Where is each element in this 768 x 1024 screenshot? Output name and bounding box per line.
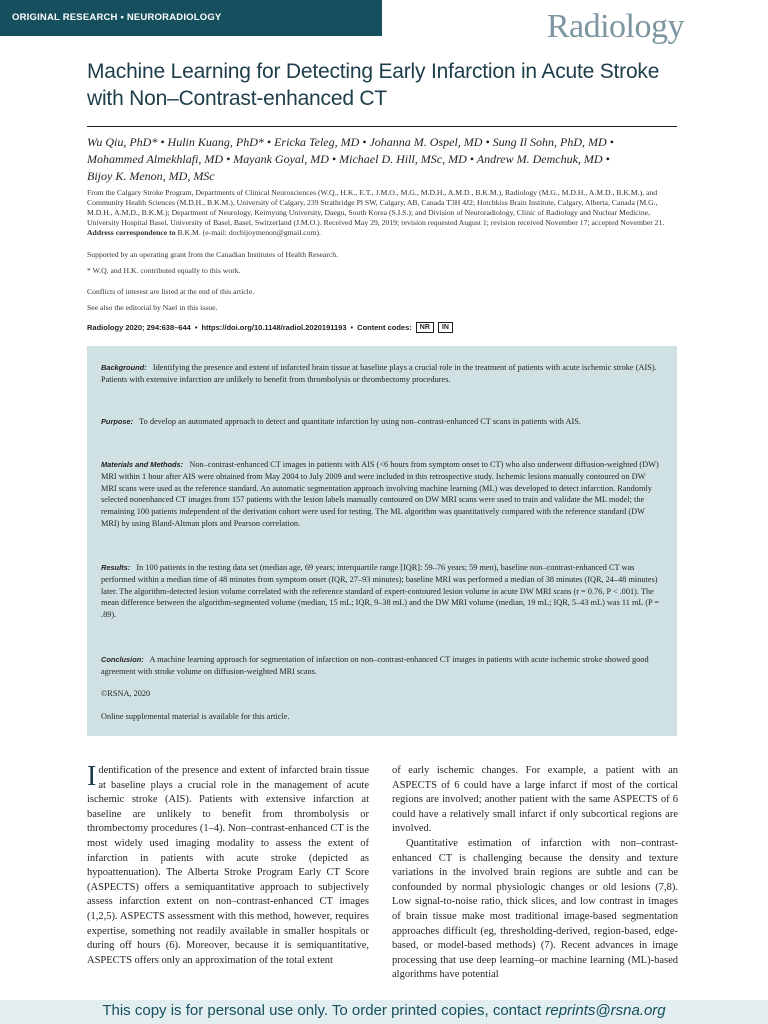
equal-contribution-note: * W.Q. and H.K. contributed equally to this work. — [87, 266, 241, 275]
title-divider — [87, 126, 677, 127]
abstract-text: Non–contrast-enhanced CT images in patients with AIS (<6 hours from symptom onset to CT) who also underwent diffusion-weighted (DW) MRI within 1 hour after AIS were obtained from May 2004 to July 2009 and were included in this retrospective study. Ischemic lesions manually contoured on DW MRI scans were used as the reference standard. An automatic segmentation approach involving machine learning (ML) was developed to detect infarction. Randomly selected nonenhanced CT images from 157 patients with the lesion labels manually contoured on DW MRI scans were used to train and validate the ML model; the remaining 100 patients independent of the derivation cohort were used for testing. The ML algorithm was quantitatively compared with the reference standard (DW MRI) by using Bland-Altman plots and Pearson correlation. — [101, 460, 659, 528]
copyright: ©RSNA, 2020 — [101, 689, 151, 698]
body-paragraph: dentification of the presence and extent of infarcted brain tissue at baseline plays a crucial role in the management of acute ischemic stroke (AIS). Patients with extensive infarction at baseline are unlikely to benefit from thrombolysis or thrombectomy procedures (1–4). Non–contrast-enhanced CT is the most widely used imaging modality to assess the extent of infarction in patients with acute stroke (depicted as hypoattenuation). The Alberta Stroke Program Early CT Score (ASPECTS) offers a semiquantitative approach to subjectively assess infarction extent on non–contrast-enhanced CT images (1,2,5). ASPECTS assessment with this method, however, requires expertise, something not readily available in smaller hospitals or during off hours (6). Moreover, because it is semiquantitative, ASPECTS offers only an approximation of the total extent — [87, 765, 369, 966]
body-column-right — [392, 764, 678, 983]
abstract-text: To develop an automated approach to detect and quantitate infarction by using non–contrast-enhanced CT scans in patients with AIS. — [139, 417, 581, 426]
affiliation-text: From the Calgary Stroke Program, Departments of Clinical Neurosciences (W.Q., H.K., E.T., J.M.O., M.G., M.D.H., A.M.D., B.K.M.), Radiology (M.G., M.D.H., A.M.D., B.K.M.), and Community Health Sciences (M.D.H., B.K.M.), University of Calgary, 239 Strathridge Pl SW, Calgary, AB, Canada T3H 4J2; Hotchkiss Brain Institute, Calgary, Alberta, Canada (M.G., M.D.H., A.M.D., B.K.M.); Department of Neurology, Keimyung University, Daegu, South Korea (S.I.S.); and Division of Neuroradiology, Clinic of Radiology and Nuclear Medicine, University Hospital Basel, University of Basel, Basel, Switzerland (J.M.O.). Received May 29, 2019; revision requested August 1; revision received November 17; accepted November 21. — [87, 188, 665, 227]
supplement-note: Online supplemental material is available for this article. — [101, 712, 290, 721]
correspondence-text: B.K.M. (e-mail: docbijoymenon@gmail.com). — [177, 228, 321, 237]
affiliations — [87, 188, 679, 238]
section-label: ORIGINAL RESEARCH • NEURORADIOLOGY — [12, 12, 222, 23]
editorial-note: See also the editorial by Nael in this issue. — [87, 303, 218, 312]
abstract-purpose — [101, 416, 661, 428]
author-line: Bijoy K. Menon, MD, MSc — [87, 169, 215, 183]
abstract-results — [101, 562, 661, 621]
content-code-nr: NR — [416, 322, 434, 333]
author-list — [87, 134, 677, 185]
abstract-label: Background: — [101, 363, 147, 372]
abstract-text: In 100 patients in the testing data set (median age, 69 years; interquartile range [IQR]: 59–76 years; 59 men), baseline non–contrast-enhanced CT was performed within a median time of 48 minutes from symptom onset (IQR, 27–93 minutes); baseline MRI was performed a median of 38 minutes (IQR, 24–48 minutes) later. The algorithm-detected lesion volume correlated with the reference standard of expert-contoured lesion volume in acute DW MRI scans (r = 0.76, P < .001). The mean difference between the algorithm-segmented volume (median, 15 mL; IQR, 9–38 mL) and the DW MRI volume (median, 19 mL; IQR, 5–43 mL) was 11 mL (P = .89). — [101, 563, 660, 620]
abstract-box — [87, 346, 677, 736]
author-line: Mohammed Almekhlafi, MD • Mayank Goyal, MD • Michael D. Hill, MSc, MD • Andrew M. Demchuk, MD • — [87, 152, 610, 166]
body-column-left — [87, 761, 369, 968]
reprint-email-link[interactable]: reprints@rsna.org — [545, 1002, 666, 1019]
correspondence-label: Address correspondence to — [87, 228, 176, 237]
abstract-conclusion — [101, 654, 661, 678]
body-paragraph: of early ischemic changes. For example, a patient with an ASPECTS of 6 could have a large infarct if most of the cortical regions are involved; another patient with the same ASPECTS of 6 could have a relatively small infarct if only subcortical regions are involved. — [392, 765, 678, 835]
author-line: Wu Qiu, PhD* • Hulin Kuang, PhD* • Ericka Teleg, MD • Johanna M. Ospel, MD • Sung Il Sohn, PhD, MD • — [87, 135, 614, 149]
abstract-text: A machine learning approach for segmentation of infarction on non–contrast-enhanced CT images in patients with acute ischemic stroke showed good agreement with stroke volume on diffusion-weighted MRI scans. — [101, 655, 649, 676]
grant-note: Supported by an operating grant from the Canadian Institutes of Health Research. — [87, 250, 339, 259]
article-title: Machine Learning for Detecting Early Infarction in Acute Stroke with Non–Contrast-enhanced CT — [87, 60, 660, 110]
drop-cap: I — [87, 761, 97, 792]
section-banner — [0, 0, 382, 36]
citation-line: Radiology 2020; 294:638–644 • https://doi.org/10.1148/radiol.2020191193 • Content codes: NR IN — [87, 322, 677, 333]
citation-ref: Radiology 2020; 294:638–644 — [87, 323, 191, 332]
content-code-in: IN — [438, 322, 453, 333]
abstract-background — [101, 362, 661, 386]
abstract-label: Conclusion: — [101, 655, 144, 664]
conflicts-note: Conflicts of interest are listed at the end of this article. — [87, 287, 255, 296]
body-paragraph: Quantitative estimation of infarction with non–contrast-enhanced CT is challenging because the density and texture variations in the involved brain regions are subtle and can be confounded by normal physiologic changes or old lesions (7,8). Low signal-to-noise ratio, thick slices, and low contrast in images of brain tissue make most traditional image-based segmentation approaches difficult (eg, thresholding-derived, region-based, edge-based, or model-based methods) (7). Recent advances in image processing that use deep learning–or machine learning (ML)-based algorithms have potential — [392, 837, 678, 981]
reprint-footer — [0, 1000, 768, 1024]
abstract-label: Purpose: — [101, 417, 134, 426]
abstract-text: Identifying the presence and extent of infarcted brain tissue at baseline plays a crucial role in the treatment of patients with acute ischemic stroke (AIS). Patients with extensive infarction are unlikely to benefit from thrombolysis or thrombectomy procedures. — [101, 363, 657, 384]
abstract-label: Results: — [101, 563, 131, 572]
doi-link[interactable]: https://doi.org/10.1148/radiol.2020191193 — [201, 323, 347, 332]
content-codes-label: Content codes: — [357, 323, 412, 332]
journal-logo: Radiology — [546, 8, 684, 45]
footer-text: This copy is for personal use only. To order printed copies, contact — [102, 1002, 542, 1019]
abstract-methods — [101, 459, 661, 530]
abstract-label: Materials and Methods: — [101, 460, 184, 469]
